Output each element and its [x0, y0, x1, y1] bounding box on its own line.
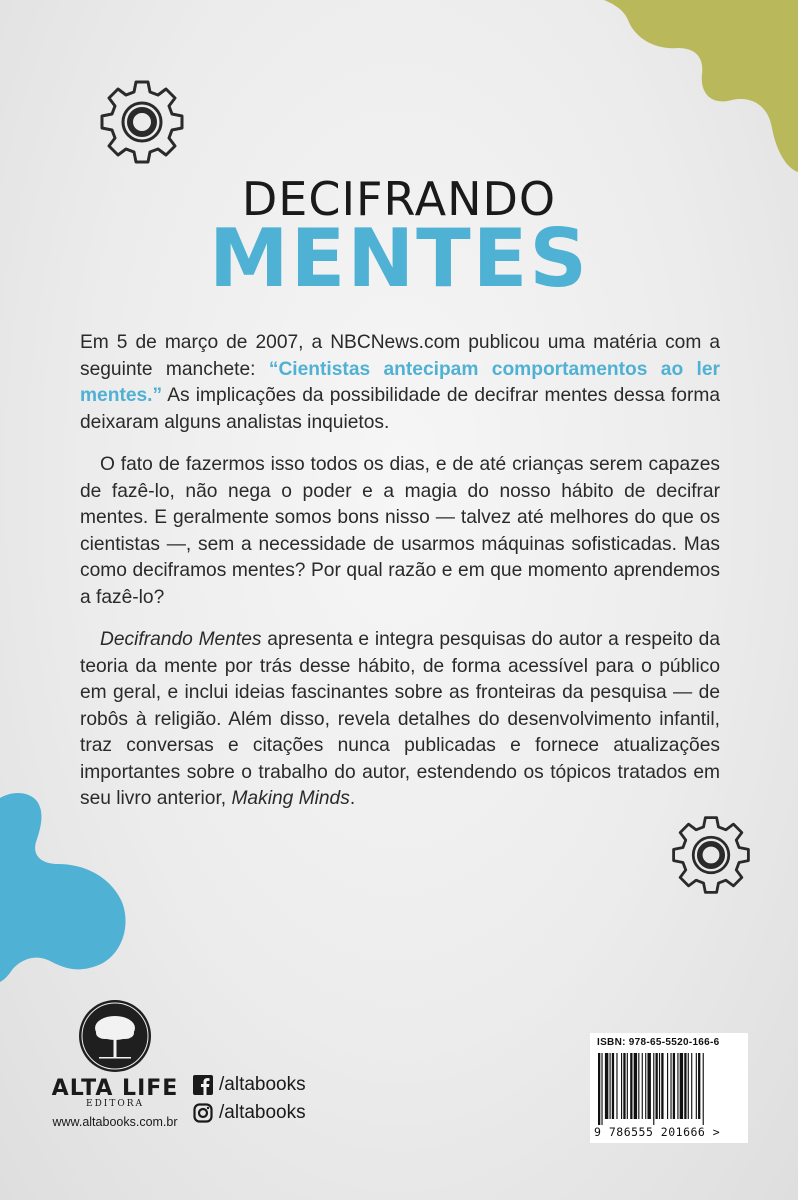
title-line-2: MENTES	[208, 212, 590, 305]
title-line-1: DECIFRANDO	[241, 172, 557, 226]
tree-logo-icon	[79, 1000, 151, 1072]
facebook-link[interactable]	[193, 1074, 306, 1096]
isbn-digits: 9 786555 201666 >	[594, 1125, 721, 1139]
previous-book-title: Making Minds	[231, 788, 350, 809]
instagram-icon	[193, 1103, 213, 1123]
isbn-barcode	[590, 1033, 748, 1143]
publisher-url[interactable]: www.altabooks.com.br	[52, 1115, 178, 1129]
barcode-bars	[598, 1053, 740, 1125]
paragraph-text: As implicações da possibilidade de decifrar mentes dessa forma deixaram alguns analistas inquietos.	[80, 385, 720, 433]
synopsis-paragraph-3	[80, 627, 720, 813]
gear-icon	[96, 76, 188, 168]
synopsis-paragraph-1	[80, 330, 720, 436]
publisher-name: ALTA LIFE	[51, 1076, 179, 1101]
publisher-logo	[50, 1000, 180, 1129]
paragraph-text: Em 5 de março de 2007, a NBCNews.com publicou uma matéria com a seguinte manchete:	[80, 332, 720, 380]
paragraph-text: apresenta e integra pesquisas do autor a respeito da teoria da mente por trás desse hábito, de forma acessível para o público em geral, e inclui ideias fascinantes sobre as fronteiras da pesquisa — de robôs à religião. Além disso, revela detalhes do desenvolvimento infantil, traz conversas e citações nunca publicadas e fornece atualizações importantes sobre o trabalho do autor, estendendo os tópicos tratados em seu livro anterior,	[80, 629, 720, 809]
headline-quote: “Cientistas antecipam comportamentos ao ler mentes.”	[80, 358, 720, 406]
book-title-italic: Decifrando Mentes	[100, 629, 262, 650]
facebook-icon	[193, 1075, 213, 1095]
facebook-handle: /altabooks	[219, 1074, 306, 1095]
publisher-sub: EDITORA	[86, 1099, 144, 1109]
instagram-link[interactable]	[193, 1102, 306, 1124]
instagram-handle: /altabooks	[219, 1102, 306, 1123]
paragraph-text: .	[349, 788, 356, 809]
isbn-label: ISBN: 978-65-5520-166-6	[597, 1037, 720, 1048]
synopsis	[80, 330, 720, 829]
synopsis-paragraph-2: O fato de fazermos isso todos os dias, e de até crianças serem capazes de fazê-lo, não nega o poder e a magia do nosso hábito de decifrar mentes. E geralmente somos bons nisso — talvez até melhores do que os cientistas —, sem a necessidade de usarmos máquinas sofisticadas. Mas como deciframos mentes? Por qual razão e em que momento aprendemos a fazê-lo?	[80, 454, 720, 608]
green-blob-decoration	[600, 0, 798, 180]
